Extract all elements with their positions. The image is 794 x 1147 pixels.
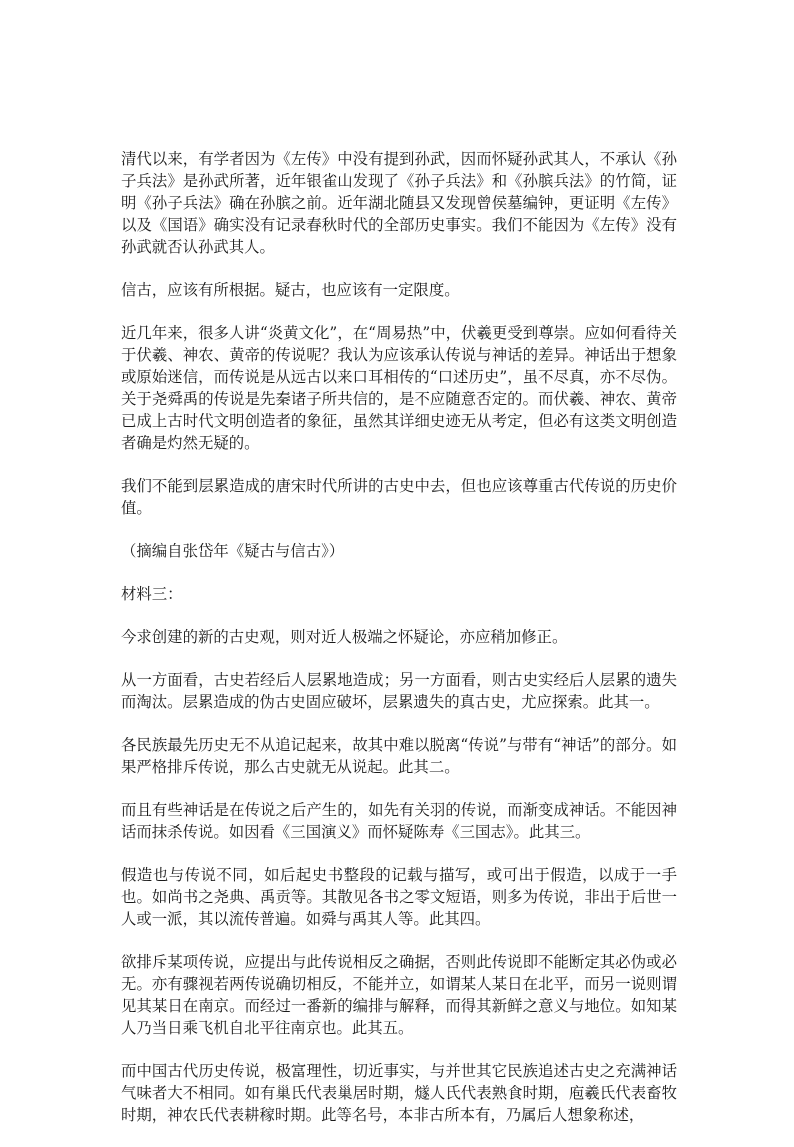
- paragraph-8: 从一方面看，古史若经后人层累地造成；另一方面看，则古史实经后人层累的遗失而淘汰。层累造成的伪古史固应破坏，层累遗失的真古史，尤应探索。此其一。: [121, 671, 677, 711]
- paragraph-1: 清代以来，有学者因为《左传》中没有提到孙武，因而怀疑孙武其人，不承认《孙子兵法》是孙武所著，近年银雀山发现了《孙子兵法》和《孙膑兵法》的竹简，证明《孙子兵法》确在孙膑之前。近年湖北随县又发现曾侯墓编钟，更证明《左传》以及《国语》确实没有记录春秋时代的全部历史事实。我们不能因为《左传》没有孙武就否认孙武其人。: [121, 150, 677, 256]
- paragraph-10: 而且有些神话是在传说之后产生的，如先有关羽的传说，而渐变成神话。不能因神话而抹杀传说。如因看《三国演义》而怀疑陈寿《三国志》。此其三。: [121, 801, 677, 841]
- paragraph-9: 各民族最先历史无不从追记起来，故其中难以脱离“传说”与带有“神话”的部分。如果严格排斥传说，那么古史就无从说起。此其二。: [121, 736, 677, 776]
- paragraph-11: 假造也与传说不同，如后起史书整段的记载与描写，或可出于假造，以成于一手也。如尚书之尧典、禹贡等。其散见各书之零文短语，则多为传说，非出于后世一人或一派，其以流传普遍。如舜与禹其人等。此其四。: [121, 866, 677, 928]
- document-page: [121, 148, 677, 1147]
- paragraph-2: 信古，应该有所根据。疑古，也应该有一定限度。: [121, 281, 460, 299]
- paragraph-3: 近几年来，很多人讲“炎黄文化”，在“周易热”中，伏羲更受到尊崇。应如何看待关于伏羲、神农、黄帝的传说呢？我认为应该承认传说与神话的差异。神话出于想象或原始迷信，而传说是从远古以来口耳相传的“口述历史”，虽不尽真，亦不尽伪。关于尧舜禹的传说是先秦诸子所共信的，是不应随意否定的。而伏羲、神农、黄帝已成上古时代文明创造者的象征，虽然其详细史迹无从考定，但必有这类文明创造者确是灼然无疑的。: [121, 324, 677, 452]
- paragraph-4: 我们不能到层累造成的唐宋时代所讲的古史中去，但也应该尊重古代传说的历史价值。: [121, 477, 677, 517]
- section-heading-material-3: 材料三：: [121, 585, 183, 603]
- paragraph-13: 而中国古代历史传说，极富理性，切近事实，与并世其它民族追述古史之充满神话气味者大不相同。如有巢氏代表巢居时期，燧人氏代表熟食时期，庖羲氏代表畜牧时期，神农氏代表耕稼时期。此等名号，本非古所本有，乃属后人想象称述，: [121, 1062, 677, 1124]
- source-citation: （摘编自张岱年《疑古与信古》）: [121, 542, 345, 560]
- paragraph-7: 今求创建的新的古史观，则对近人极端之怀疑论，亦应稍加修正。: [121, 628, 568, 646]
- paragraph-12: 欲排斥某项传说，应提出与此传说相反之确据，否则此传说即不能断定其必伪或必无。亦有骤视若两传说确切相反，不能并立，如谓某人某日在北平，而另一说则谓见其某日在南京。而经过一番新的编排与解释，而得其新鲜之意义与地位。如知某人乃当日乘飞机自北平往南京也。此其五。: [121, 953, 677, 1037]
